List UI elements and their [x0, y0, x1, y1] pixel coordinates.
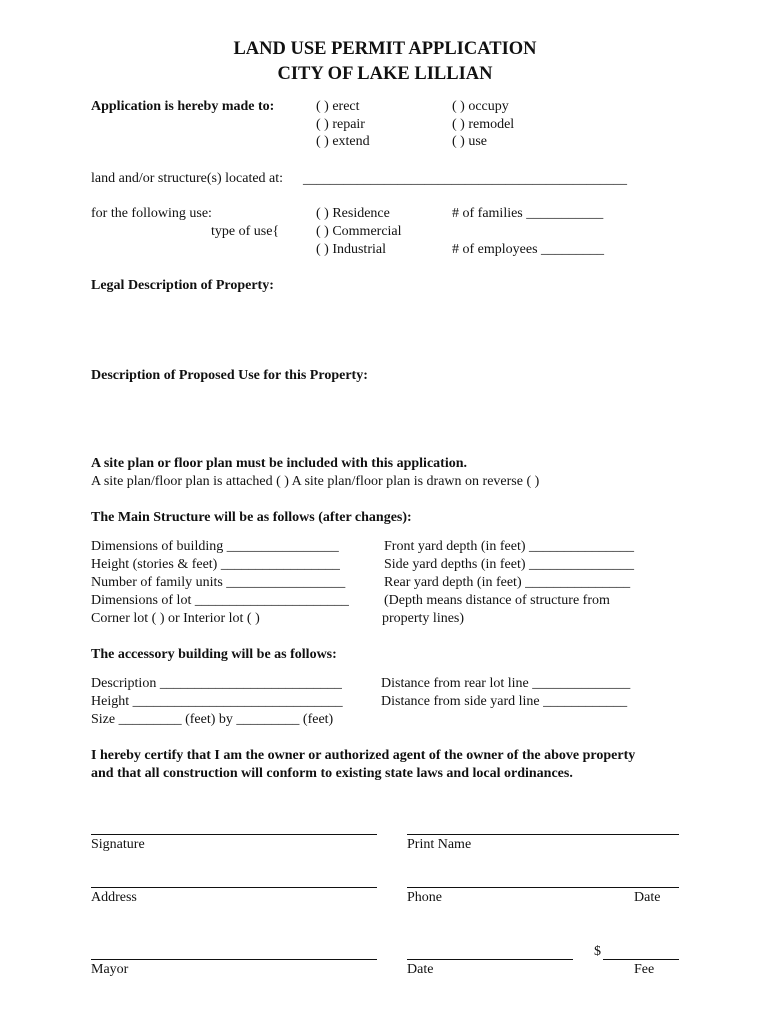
employees-field: # of employees _________	[452, 242, 605, 257]
accessory-size-field: Size _________ (feet) by _________ (feet)	[91, 712, 334, 727]
main-structure-heading: The Main Structure will be as follows (after changes):	[91, 510, 412, 525]
use-label: for the following use:	[91, 206, 212, 221]
mayor-line	[91, 959, 377, 960]
fee-line	[603, 959, 679, 960]
option-industrial: ( ) Industrial	[316, 242, 386, 257]
corner-lot-field: Corner lot ( ) or Interior lot ( )	[91, 611, 260, 626]
site-plan-heading: A site plan or floor plan must be included with this application.	[91, 456, 467, 471]
mayor-label: Mayor	[91, 962, 129, 977]
form-subtitle: CITY OF LAKE LILLIAN	[277, 64, 493, 84]
print-name-label: Print Name	[407, 837, 472, 852]
location-label: land and/or structure(s) located at:	[91, 171, 284, 186]
phone-label: Phone	[407, 890, 442, 905]
address-label: Address	[91, 890, 137, 905]
option-commercial: ( ) Commercial	[316, 224, 402, 239]
height-field: Height (stories & feet) _________________	[91, 557, 340, 572]
lot-dimensions-field: Dimensions of lot ______________________	[91, 593, 349, 608]
form-title: LAND USE PERMIT APPLICATION	[233, 39, 537, 59]
certify-line2: and that all construction will conform to existing state laws and local ordinances.	[91, 766, 573, 781]
certify-line1: I hereby certify that I am the owner or authorized agent of the owner of the above property	[91, 748, 636, 763]
side-yard-depth-field: Side yard depths (in feet) _______________	[384, 557, 635, 572]
print-name-line	[407, 834, 679, 835]
front-yard-depth-field: Front yard depth (in feet) _______________	[384, 539, 635, 554]
dollar-sign: $	[594, 944, 601, 959]
option-erect: ( ) erect	[316, 99, 360, 114]
type-of-use-label: type of use{	[211, 224, 280, 239]
option-occupy: ( ) occupy	[452, 99, 509, 114]
signature-label: Signature	[91, 837, 145, 852]
rear-yard-depth-field: Rear yard depth (in feet) _______________	[384, 575, 631, 590]
address-line	[91, 887, 377, 888]
legal-description-label: Legal Description of Property:	[91, 278, 274, 293]
proposed-use-label: Description of Proposed Use for this Property:	[91, 368, 368, 383]
fee-label: Fee	[634, 962, 655, 977]
family-units-field: Number of family units _________________	[91, 575, 346, 590]
depth-note-line1: (Depth means distance of structure from	[384, 593, 610, 608]
date-line	[407, 959, 573, 960]
signature-line	[91, 834, 377, 835]
accessory-height-field: Height ______________________________	[91, 694, 343, 709]
date-label-1: Date	[634, 890, 661, 905]
families-field: # of families ___________	[452, 206, 604, 221]
option-repair: ( ) repair	[316, 117, 365, 132]
accessory-heading: The accessory building will be as follows:	[91, 647, 337, 662]
depth-note-line2: property lines)	[382, 611, 465, 626]
option-residence: ( ) Residence	[316, 206, 390, 221]
phone-date-line	[407, 887, 679, 888]
date-label-2: Date	[407, 962, 434, 977]
accessory-description-field: Description __________________________	[91, 676, 342, 691]
building-dimensions-field: Dimensions of building ________________	[91, 539, 339, 554]
option-extend: ( ) extend	[316, 134, 370, 149]
location-blank: ________________________________________________	[303, 171, 627, 186]
side-yard-distance-field: Distance from side yard line ____________	[381, 694, 628, 709]
option-remodel: ( ) remodel	[452, 117, 515, 132]
site-plan-line: A site plan/floor plan is attached ( ) A site plan/floor plan is drawn on reverse ( )	[91, 474, 540, 489]
rear-lot-distance-field: Distance from rear lot line ______________	[381, 676, 631, 691]
option-use: ( ) use	[452, 134, 487, 149]
application-label: Application is hereby made to:	[91, 99, 275, 114]
